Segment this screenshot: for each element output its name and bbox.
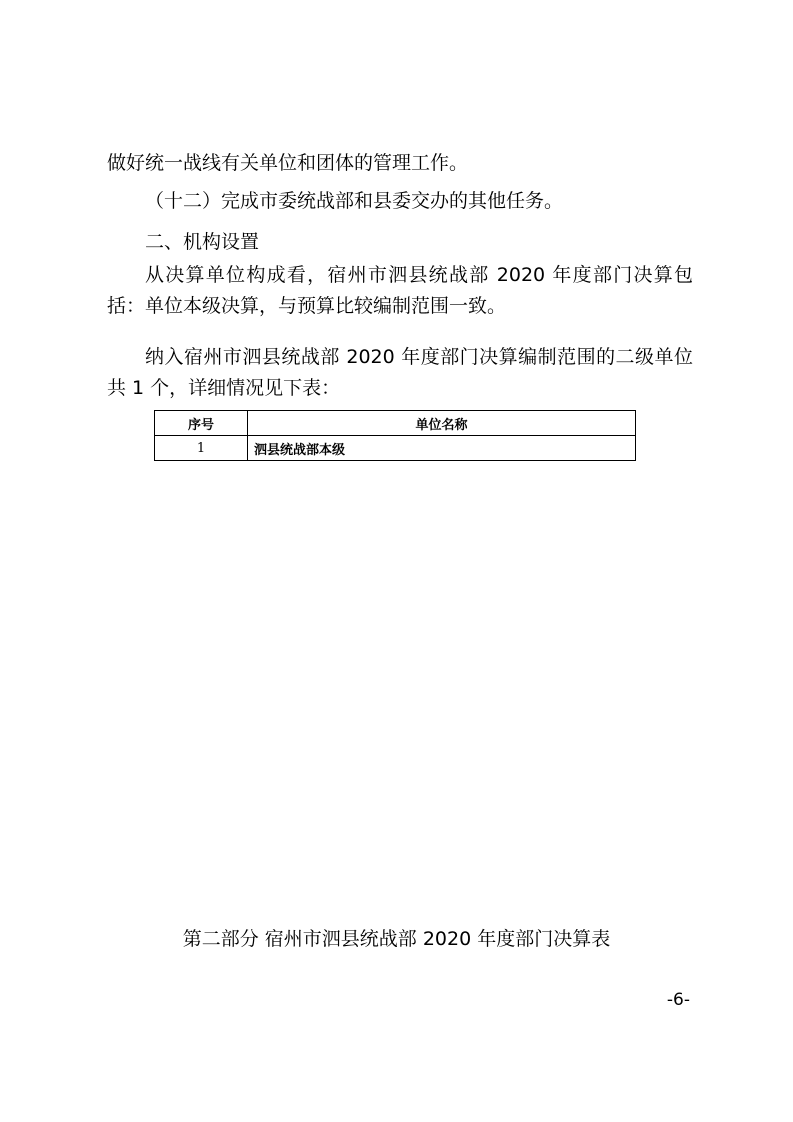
paragraph-secondary-units: 纳入宿州市泗县统战部 2020 年度部门决算编制范围的二级单位共 1 个，详细情况见下表：	[107, 346, 693, 399]
page-number: -6-	[666, 990, 690, 1010]
paragraph-other-tasks: （十二）完成市委统战部和县委交办的其他任务。	[145, 190, 564, 212]
unit-table	[154, 410, 636, 461]
section-title: 第二部分 宿州市泗县统战部 2020 年度部门决算表	[182, 928, 611, 950]
header-unit-name: 单位名称	[248, 411, 636, 436]
header-sequence: 序号	[155, 411, 248, 436]
table-header-row	[155, 411, 636, 436]
cell-unit-name: 泗县统战部本级	[248, 436, 636, 461]
paragraph-budget-composition: 从决算单位构成看，宿州市泗县统战部 2020 年度部门决算包括：单位本级决算，与预算比较编制范围一致。	[107, 264, 693, 317]
paragraph-management-work: 做好统一战线有关单位和团体的管理工作。	[107, 152, 469, 174]
heading-organization-setup: 二、机构设置	[145, 231, 260, 253]
cell-sequence: 1	[155, 436, 248, 461]
table-row	[155, 436, 636, 461]
